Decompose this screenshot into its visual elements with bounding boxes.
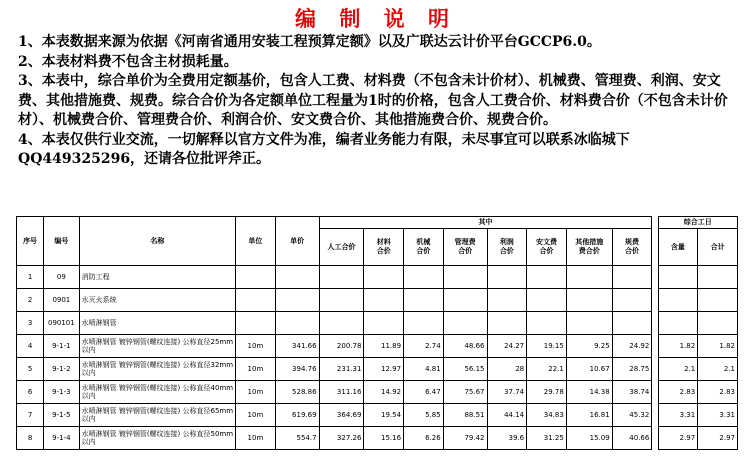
cell-other: 15.09 bbox=[566, 427, 612, 450]
cell-machine: 4.81 bbox=[404, 358, 444, 381]
cell-name: 水喷淋钢管 镀锌钢管(螺纹连接) 公称直径65mm以内 bbox=[79, 404, 236, 427]
cell-profit: 44.14 bbox=[487, 404, 527, 427]
cell-material: 11.89 bbox=[364, 335, 404, 358]
cell-fee: 28.75 bbox=[612, 358, 652, 381]
cell-material: 19.54 bbox=[364, 404, 404, 427]
cell-total: 3.31 bbox=[698, 404, 738, 427]
cell-price: 528.86 bbox=[275, 381, 319, 404]
cell-price bbox=[275, 266, 319, 289]
cell-labor bbox=[319, 289, 364, 312]
cell-total: 2.97 bbox=[698, 427, 738, 450]
cell-machine: 5.85 bbox=[404, 404, 444, 427]
cell-profit: 24.27 bbox=[487, 335, 527, 358]
cell-total bbox=[698, 289, 738, 312]
cell-fee: 40.66 bbox=[612, 427, 652, 450]
cell-seq: 6 bbox=[17, 381, 44, 404]
cell-unit: 10m bbox=[236, 358, 276, 381]
cell-machine: 6.26 bbox=[404, 427, 444, 450]
note-4: 4、本表仅供行业交流，一切解释以官方文件为准，编者业务能力有限，未尽事宜可以联系冰临城下QQ449325296，还请各位批评斧正。 bbox=[18, 131, 630, 167]
cell-safety: 22.1 bbox=[527, 358, 567, 381]
cell-name: 消防工程 bbox=[79, 266, 236, 289]
cell-mgmt: 56.15 bbox=[443, 358, 487, 381]
cell-profit bbox=[487, 312, 527, 335]
cell-name: 水喷淋钢管 镀锌钢管(螺纹连接) 公称直径32mm以内 bbox=[79, 358, 236, 381]
notes-block bbox=[18, 33, 740, 170]
cell-name: 水喷淋钢管 bbox=[79, 312, 236, 335]
table-row bbox=[17, 289, 738, 312]
cell-safety: 34.83 bbox=[527, 404, 567, 427]
cell-safety bbox=[527, 312, 567, 335]
cell-fee bbox=[612, 289, 652, 312]
col-unit-header: 单位 bbox=[236, 217, 276, 266]
cell-machine bbox=[404, 289, 444, 312]
cell-code: 9-1-1 bbox=[44, 335, 79, 358]
note-3: 3、本表中，综合单价为全费用定额基价，包含人工费、材料费（不包含未计价材）、机械费、管理费、利润、安文费、其他措施费、规费。综合合价为各定额单位工程量为1时的价格，包含人工费合价、材料费合价（不包含未计价材）、机械费合价、管理费合价、利润合价、安文费合价、其他措施费合价、规费合价。 bbox=[18, 73, 728, 128]
cell-material bbox=[364, 289, 404, 312]
cell-labor bbox=[319, 266, 364, 289]
cell-fee bbox=[612, 312, 652, 335]
cell-name: 水喷淋钢管 镀锌钢管(螺纹连接) 公称直径50mm以内 bbox=[79, 427, 236, 450]
cell-fee bbox=[612, 266, 652, 289]
cell-other bbox=[566, 289, 612, 312]
cell-unit bbox=[236, 289, 276, 312]
cell-price: 619.69 bbox=[275, 404, 319, 427]
cell-price bbox=[275, 289, 319, 312]
cell-profit: 28 bbox=[487, 358, 527, 381]
cell-total: 1.82 bbox=[698, 335, 738, 358]
cell-code: 0901 bbox=[44, 289, 79, 312]
cell-seq: 5 bbox=[17, 358, 44, 381]
table-row bbox=[17, 358, 738, 381]
cell-seq: 1 bbox=[17, 266, 44, 289]
cell-other bbox=[566, 312, 612, 335]
col-material-header: 材料 合价 bbox=[364, 229, 404, 266]
table-row bbox=[17, 312, 738, 335]
cell-fee: 38.74 bbox=[612, 381, 652, 404]
cell-unit bbox=[236, 266, 276, 289]
cell-labor bbox=[319, 312, 364, 335]
cell-other bbox=[566, 266, 612, 289]
cell-unit: 10m bbox=[236, 404, 276, 427]
col-labor-header: 人工合价 bbox=[319, 229, 364, 266]
group-qizhong-header: 其中 bbox=[319, 217, 652, 229]
cell-name: 水喷淋钢管 镀锌钢管(螺纹连接) 公称直径40mm以内 bbox=[79, 381, 236, 404]
cell-unit: 10m bbox=[236, 335, 276, 358]
note-2: 2、本表材料费不包含主材损耗量。 bbox=[18, 53, 238, 70]
cell-mgmt: 48.66 bbox=[443, 335, 487, 358]
cell-fee: 45.32 bbox=[612, 404, 652, 427]
cell-other: 9.25 bbox=[566, 335, 612, 358]
col-qty-header: 含量 bbox=[658, 229, 698, 266]
group-zonghe-header: 综合工日 bbox=[658, 217, 737, 229]
col-other-header: 其他措施 费合价 bbox=[566, 229, 612, 266]
cell-other: 16.81 bbox=[566, 404, 612, 427]
cell-qty bbox=[658, 312, 698, 335]
col-safety-header: 安文费 合价 bbox=[527, 229, 567, 266]
col-price-header: 单价 bbox=[275, 217, 319, 266]
col-seq-header: 序号 bbox=[17, 217, 44, 266]
quota-table bbox=[16, 216, 738, 450]
cell-other: 10.67 bbox=[566, 358, 612, 381]
cell-price bbox=[275, 312, 319, 335]
cell-code: 09 bbox=[44, 266, 79, 289]
cell-code: 9-1-4 bbox=[44, 427, 79, 450]
table-row bbox=[17, 335, 738, 358]
cell-labor: 311.16 bbox=[319, 381, 364, 404]
cell-qty: 2.83 bbox=[658, 381, 698, 404]
cell-code: 9-1-5 bbox=[44, 404, 79, 427]
col-machine-header: 机械 合价 bbox=[404, 229, 444, 266]
cell-price: 341.66 bbox=[275, 335, 319, 358]
cell-profit bbox=[487, 266, 527, 289]
cell-qty: 2.1 bbox=[658, 358, 698, 381]
cell-qty: 3.31 bbox=[658, 404, 698, 427]
col-mgmt-header: 管理费 合价 bbox=[443, 229, 487, 266]
cell-unit bbox=[236, 312, 276, 335]
page-title: 编 制 说 明 bbox=[295, 6, 457, 31]
cell-price: 394.76 bbox=[275, 358, 319, 381]
cell-mgmt bbox=[443, 266, 487, 289]
cell-safety: 31.25 bbox=[527, 427, 567, 450]
cell-safety: 19.15 bbox=[527, 335, 567, 358]
cell-seq: 4 bbox=[17, 335, 44, 358]
cell-mgmt bbox=[443, 289, 487, 312]
cell-mgmt: 75.67 bbox=[443, 381, 487, 404]
cell-safety bbox=[527, 289, 567, 312]
cell-profit: 37.74 bbox=[487, 381, 527, 404]
cell-labor: 200.78 bbox=[319, 335, 364, 358]
cell-safety bbox=[527, 266, 567, 289]
col-total-header: 合计 bbox=[698, 229, 738, 266]
table-row bbox=[17, 404, 738, 427]
cell-labor: 364.69 bbox=[319, 404, 364, 427]
cell-labor: 327.26 bbox=[319, 427, 364, 450]
cell-fee: 24.92 bbox=[612, 335, 652, 358]
col-fee-header: 规费 合价 bbox=[612, 229, 652, 266]
note-1: 1、本表数据来源为依据《河南省通用安装工程预算定额》以及广联达云计价平台GCCP6.0。 bbox=[18, 34, 601, 50]
cell-mgmt: 79.42 bbox=[443, 427, 487, 450]
cell-other: 14.38 bbox=[566, 381, 612, 404]
cell-machine bbox=[404, 266, 444, 289]
col-profit-header: 利润 合价 bbox=[487, 229, 527, 266]
cell-machine: 2.74 bbox=[404, 335, 444, 358]
cell-total: 2.1 bbox=[698, 358, 738, 381]
cell-mgmt: 88.51 bbox=[443, 404, 487, 427]
cell-seq: 2 bbox=[17, 289, 44, 312]
cell-seq: 7 bbox=[17, 404, 44, 427]
cell-material bbox=[364, 312, 404, 335]
table-row bbox=[17, 266, 738, 289]
cell-profit bbox=[487, 289, 527, 312]
col-code-header: 编号 bbox=[44, 217, 79, 266]
cell-name: 水灭火系统 bbox=[79, 289, 236, 312]
cell-safety: 29.78 bbox=[527, 381, 567, 404]
cell-code: 9-1-2 bbox=[44, 358, 79, 381]
cell-code: 9-1-3 bbox=[44, 381, 79, 404]
cell-price: 554.7 bbox=[275, 427, 319, 450]
col-name-header: 名称 bbox=[79, 217, 236, 266]
cell-profit: 39.6 bbox=[487, 427, 527, 450]
cell-seq: 3 bbox=[17, 312, 44, 335]
cell-machine: 6.47 bbox=[404, 381, 444, 404]
cell-name: 水喷淋钢管 镀锌钢管(螺纹连接) 公称直径25mm以内 bbox=[79, 335, 236, 358]
table-row bbox=[17, 427, 738, 450]
cell-labor: 231.31 bbox=[319, 358, 364, 381]
cell-total bbox=[698, 266, 738, 289]
cell-material: 15.16 bbox=[364, 427, 404, 450]
cell-unit: 10m bbox=[236, 381, 276, 404]
cell-qty: 1.82 bbox=[658, 335, 698, 358]
cell-total bbox=[698, 312, 738, 335]
table-row bbox=[17, 381, 738, 404]
cell-unit: 10m bbox=[236, 427, 276, 450]
cell-seq: 8 bbox=[17, 427, 44, 450]
cell-material: 12.97 bbox=[364, 358, 404, 381]
cell-mgmt bbox=[443, 312, 487, 335]
cell-material: 14.92 bbox=[364, 381, 404, 404]
cell-qty: 2.97 bbox=[658, 427, 698, 450]
cell-code: 090101 bbox=[44, 312, 79, 335]
cell-material bbox=[364, 266, 404, 289]
cell-total: 2.83 bbox=[698, 381, 738, 404]
cell-qty bbox=[658, 266, 698, 289]
cell-machine bbox=[404, 312, 444, 335]
cell-qty bbox=[658, 289, 698, 312]
